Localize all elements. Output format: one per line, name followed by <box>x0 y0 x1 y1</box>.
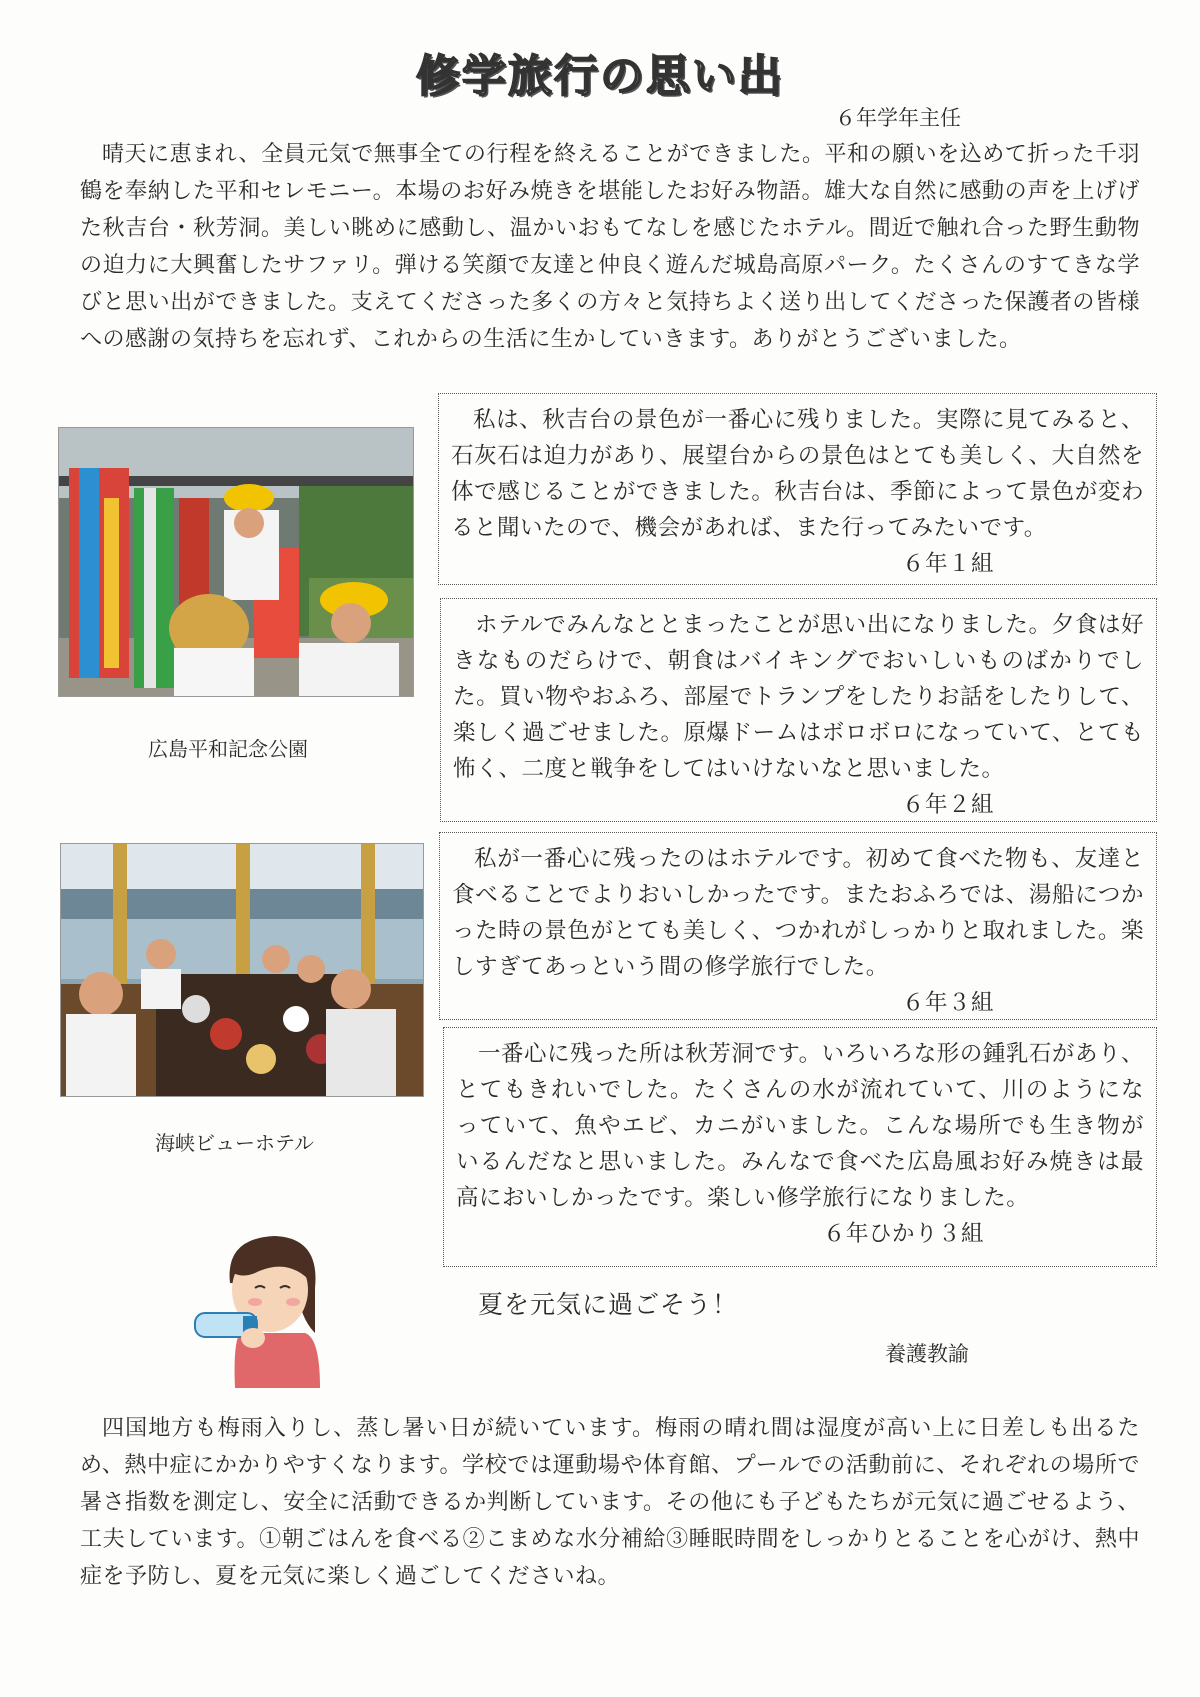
author-label: ６年学年主任 <box>835 106 961 130</box>
reflection-text: 私が一番心に残ったのはホテルです。初めて食べた物も、友達と食べることでよりおいしかったです。またおふろでは、湯船につかった時の景色がとても美しく、つかれがしっかりと取れました。楽しすぎてあっという間の修学旅行でした。 <box>452 846 1144 980</box>
reflection-class: ６年１組 <box>901 551 994 577</box>
reflection-text: 私は、秋吉台の景色が一番心に残りました。実際に見てみると、石灰石は迫力があり、展望台からの景色はとても美しく、大自然を体で感じることができました。秋吉台は、季節によって景色が変わると聞いたので、機会があれば、また行ってみたいです。 <box>451 407 1144 541</box>
hotel-photo <box>60 843 424 1097</box>
photo-caption-hotel: 海峡ビューホテル <box>155 1131 314 1155</box>
health-author: 養護教諭 <box>885 1342 969 1366</box>
peace-park-photo <box>58 427 414 697</box>
reflection-class: ６年ひかり３組 <box>822 1221 984 1247</box>
reflection-box <box>440 598 1157 822</box>
reflection-box <box>439 832 1157 1020</box>
health-heading: 夏を元気に過ごそう！ <box>478 1290 739 1319</box>
reflection-text: ホテルでみんなととまったことが思い出になりました。夕食は好きなものだらけで、朝食はバイキングでおいしいものばかりでした。買い物やおふろ、部屋でトランプをしたりお話をしたりして、楽しく過ごせました。原爆ドームはボロボロになっていて、とても怖く、二度と戦争をしてはいけないなと思いました。 <box>453 612 1144 782</box>
reflection-class: ６年３組 <box>901 990 994 1016</box>
girl-drinking-water-icon <box>185 1228 335 1388</box>
photo-caption-peace-park: 広島平和記念公園 <box>148 737 308 761</box>
health-paragraph: 四国地方も梅雨入りし、蒸し暑い日が続いています。梅雨の晴れ間は湿度が高い上に日差しも出るため、熱中症にかかりやすくなります。学校では運動場や体育館、プールでの活動前に、それぞれの場所で暑さ指数を測定し、安全に活動できるか判断しています。その他にも子どもたちが元気に過ごせるよう、工夫しています。①朝ごはんを食べる②こまめな水分補給③睡眠時間をしっかりとることを心がけ、熱中症を予防し、夏を元気に楽しく過ごしてくださいね。 <box>80 1416 1140 1589</box>
reflection-class: ６年２組 <box>901 792 994 818</box>
reflection-text: 一番心に残った所は秋芳洞です。いろいろな形の鍾乳石があり、とてもきれいでした。たくさんの水が流れていて、川のようになっていて、魚やエビ、カニがいました。こんな場所でも生き物がいるんだなと思いました。みんなで食べた広島風お好み焼きは最高においしかったです。楽しい修学旅行になりました。 <box>456 1041 1144 1211</box>
intro-paragraph: 晴天に恵まれ、全員元気で無事全ての行程を終えることができました。平和の願いを込めて折った千羽鶴を奉納した平和セレモニー。本場のお好み焼きを堪能したお好み物語。雄大な自然に感動の声を上げげた秋吉台・秋芳洞。美しい眺めに感動し、温かいおもてなしを感じたホテル。間近で触れ合った野生動物の迫力に大興奮したサファリ。弾ける笑顔で友達と仲良く遊んだ城島高原パーク。たくさんのすてきな学びと思い出ができました。支えてくださった多くの方々と気持ちよく送り出してくださった保護者の皆様への感謝の気持ちを忘れず、これからの生活に生かしていきます。ありがとうございました。 <box>80 142 1140 352</box>
page-title: 修学旅行の思い出 <box>416 51 784 102</box>
reflection-box <box>443 1027 1157 1267</box>
reflection-box <box>438 393 1157 585</box>
